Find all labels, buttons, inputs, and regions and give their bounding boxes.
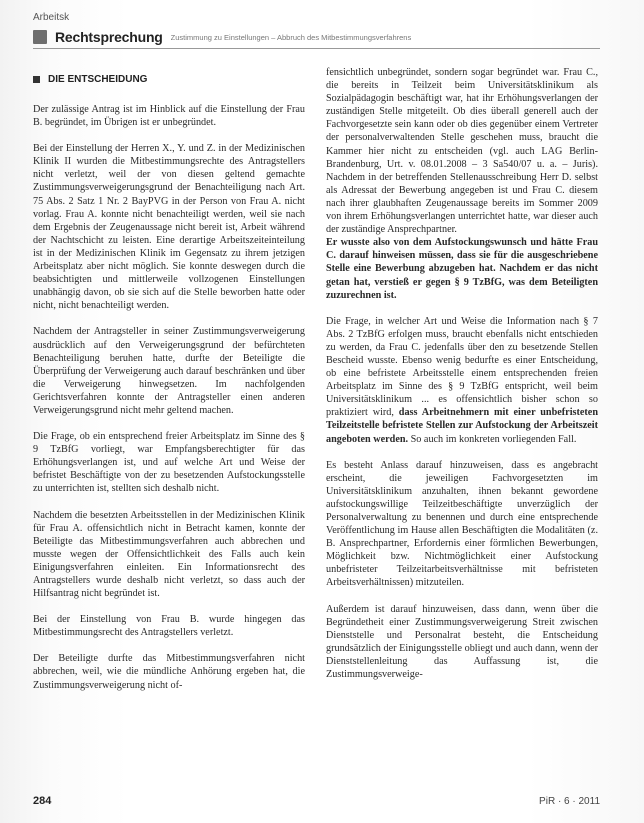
paragraph: Der zulässige Antrag ist im Hinblick auf die Einstellung der Frau B. begründet, im Übrigen ist er unbegründet.	[33, 104, 305, 129]
paragraph: fensichtlich unbegründet, sondern sogar begründet war. Frau C., die bereits in Teilzeit beim Universitätsklinikum als Sozialpädagogin beschäftigt war, hat ihr Erhöhungsverlangen der zuständigen Stelle mitgeteilt. Ob dies überall generell auch der Fachvorgesetzte sein kann oder ob dies gegenüber einem Vertreter der personalverwaltenden Stelle geschehen muss, braucht die Kammer hier nicht zu entscheiden (vgl. auch LAG Berlin-Brandenburg, Urt. v. 08.01.2008 – 3 Sa540/07 u. a. – Juris). Nachdem in der betreffenden Stellenausschreibung Herr D. selbst als Adressat der Bewerbung angegeben ist und Frau C. diesem nach ihrer glaubhaften Zeugenaussage bereits im Sommer 2009 von ihrem Erhöhungsverlangen unterrichtet hatte, war dieser auch der zuständige Ansprechpartner.	[326, 67, 598, 236]
section-heading-text: DIE ENTSCHEIDUNG	[48, 74, 148, 85]
paragraph-emphasis: dass Arbeitnehmern mit einer unbefristeten Teilzeitstelle befristete Stellen zur Aufstockung der Arbeitszeit angeboten werden.	[326, 407, 598, 445]
rubric-subtitle: Zustimmung zu Einstellungen – Abbruch des Mitbestimmungsverfahrens	[170, 32, 412, 42]
paragraph: Außerdem ist darauf hinzuweisen, dass dann, wenn über die Begründetheit einer Zustimmungsverweigerung Streit zwischen Dienststelle und Personalrat besteht, die Entscheidung grundsätzlich der Einigungsstelle obliegt und auch dann, wenn der Dienststellenleitung das Auffassung ist, die Zustimmungsverweige-	[326, 603, 598, 681]
page-footer	[33, 793, 600, 809]
left-column	[33, 66, 305, 786]
right-column	[326, 66, 598, 786]
bullet-square-icon	[33, 76, 40, 83]
paragraph-text: Die Frage, in welcher Art und Weise die Information nach § 7 Abs. 2 TzBfG erfolgen muss, braucht ebenfalls nicht entschieden zu werden, da Frau C. jedenfalls über den zu besetzende Stellen Bescheid wusste. Ebenso wenig bedurfte es einer Entscheidung, ob eine befristete Arbeitsstelle einem entsprechenden freien Arbeitsplatz im Sinne des § 9 TzBfG entspricht, weil beim Universitätsklinikum ... es offensichtlich bisher schon so praktiziert wird,	[326, 315, 598, 419]
paragraph: Bei der Einstellung von Frau B. wurde hingegen das Mitbestimmungsrecht des Antragstellers verletzt.	[33, 614, 305, 639]
paragraph	[326, 315, 598, 446]
section-heading	[33, 74, 305, 85]
page-header	[33, 26, 600, 49]
journal-issue: PiR · 6 · 2011	[539, 795, 600, 807]
rubric-square-icon	[33, 30, 47, 44]
paragraph: Nachdem der Antragsteller in seiner Zustimmungsverweigerung ausdrücklich auf den Verweigerungsgrund der befürchteten Benachteiligung beruhen hatte, durfte der Beteiligte die Überprüfung der Verweigerung auch darauf beschränken und über die Verweigerung hinwegsetzen. Im nachfolgenden Gerichtsverfahren konnte der Antragsteller einen anderen Verweigerungsgrund nicht mehr geltend machen.	[33, 326, 305, 416]
article-body	[33, 66, 598, 786]
paragraph: Es besteht Anlass darauf hinzuweisen, dass es angebracht erscheint, die jeweiligen Fachvorgesetzten im Universitätsklinikum anzuhalten, ihnen bekannt gewordene aufstockungswillige Teilzeitbeschäftigte unverzüglich der Personalverwaltung zu benennen und durch eine entsprechende Veröffentlichung im Hause allen Beschäftigten die Modalitäten (z. B. Ansprechpartner, Erfordernis einer förmlichen Bewerbungen, Möglichkeit bzw. Nichtmöglichkeit einer Aufstockung unbefristeter Teilzeitarbeitsverhältnisse mit befristeten Arbeitsverhältnissen) mitzuteilen.	[326, 459, 598, 589]
paragraph: Bei der Einstellung der Herren X., Y. und Z. in der Medizinischen Klinik II wurden die Mitbestimmungsrechte des Antragstellers nicht verletzt, weil der von diesen geltend gemachte Zustimmungsverweigerungsgrund der Benachteiligung nach Art. 75 Abs. 2 Satz 1 Nr. 2 BayPVG in der Person von Frau A. nicht vorlag. Frau A. konnte nicht benachteiligt werden, weil sie nach dem Ergebnis der Zeugenaussage nicht bereit ist, Arbeit während der Nachtschicht zu leisten. Eine derartige Arbeitszeiteinteilung ist in der Medizinischen Klinik im Gegensatz zu ihrem jetzigen Arbeitsplatz aber nicht möglich. Sie konnte deswegen durch die beabsichtigten und mittlerweile vollzogenen Einstellungen unabhängig davon, ob sie sich auf die Stelle beworben hatte oder nicht, nicht benachteiligt werden.	[33, 143, 305, 312]
paragraph: Die Frage, ob ein entsprechend freier Arbeitsplatz im Sinne des § 9 TzBfG vorliegt, war Empfangsberechtigter für das Erhöhungsverlangen ist, und auf welche Art und Weise der befristet Beschäftigte von der zu besetzenden Aufstockungsstelle zu unterrichten ist, stellten sich deshalb nicht.	[33, 431, 305, 495]
paragraph: Nachdem die besetzten Arbeitsstellen in der Medizinischen Klinik für Frau A. offensichtlich nicht in Betracht kamen, konnte der Beteiligte das Mitbestimmungsverfahren auch abbrechen und musste wegen der Offensichtlichkeit des Falls auch kein Einigungsverfahren einleiten. Ein Informationsrecht des Antragstellers wurde deshalb nicht verletzt, so dass auch der Hilfsantrag nicht begründet ist.	[33, 509, 305, 600]
rubric-title: Rechtsprechung	[55, 29, 163, 45]
paragraph-emphasis: Er wusste also von dem Aufstockungswunsch und hätte Frau C. darauf hinweisen müssen, dass sie für die ausgeschriebene Stelle eine Bewerbung abzugeben hat. Nachdem er das nicht getan hat, verstieß er gegen § 9 TzBfG, was dem Beteiligten zuzurechnen ist.	[326, 237, 598, 301]
paragraph: Der Beteiligte durfte das Mitbestimmungsverfahren nicht abbrechen, weil, wie die mündliche Anhörung ergeben hat, die Zustimmungsverweigerung nicht of-	[33, 653, 305, 691]
section-tag: Arbeitsk	[33, 12, 70, 23]
page-number: 284	[33, 795, 52, 807]
paragraph-text: So auch im konkreten vorliegenden Fall.	[408, 433, 577, 445]
